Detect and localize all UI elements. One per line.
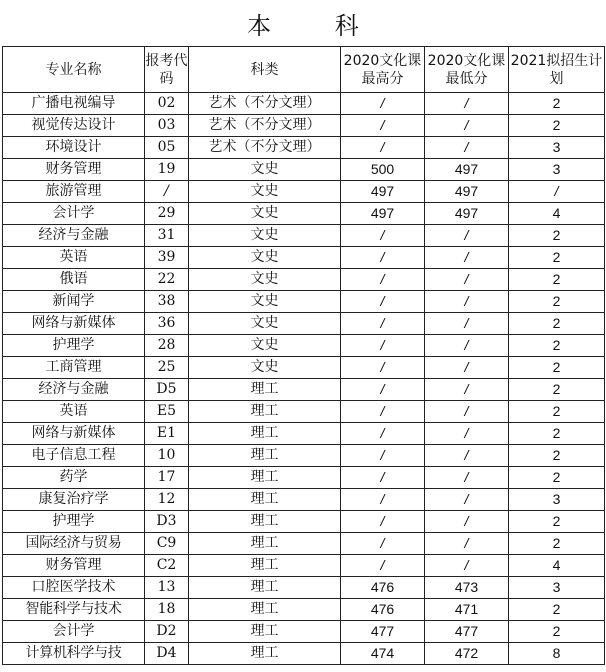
cell-max-score: 497 [341, 181, 425, 203]
table-row [3, 511, 605, 533]
cell-max-score: / [341, 225, 425, 247]
cell-min-score: / [425, 423, 509, 445]
cell-code: D4 [145, 643, 189, 665]
cell-major: 视觉传达设计 [3, 115, 145, 137]
cell-code: 31 [145, 225, 189, 247]
cell-major: 经济与金融 [3, 225, 145, 247]
cell-category: 理工 [189, 621, 341, 643]
cell-plan: 2 [509, 115, 605, 137]
table-row [3, 225, 605, 247]
cell-category: 理工 [189, 401, 341, 423]
table-row [3, 115, 605, 137]
cell-category: 理工 [189, 489, 341, 511]
table-row [3, 533, 605, 555]
cell-plan: 2 [509, 599, 605, 621]
cell-min-score: / [425, 555, 509, 577]
cell-plan: / [509, 181, 605, 203]
cell-code: 25 [145, 357, 189, 379]
cell-plan: 2 [509, 467, 605, 489]
cell-code: E1 [145, 423, 189, 445]
cell-category: 理工 [189, 511, 341, 533]
cell-max-score: / [341, 115, 425, 137]
cell-max-score: / [341, 93, 425, 115]
table-row [3, 335, 605, 357]
cell-max-score: / [341, 137, 425, 159]
cell-category: 文史 [189, 225, 341, 247]
cell-category: 文史 [189, 269, 341, 291]
cell-code: C2 [145, 555, 189, 577]
cell-min-score: / [425, 269, 509, 291]
cell-min-score: 473 [425, 577, 509, 599]
cell-code: 02 [145, 93, 189, 115]
header-max-score: 2020文化课最高分 [341, 47, 425, 93]
cell-min-score: / [425, 489, 509, 511]
cell-code: D2 [145, 621, 189, 643]
cell-plan: 2 [509, 379, 605, 401]
cell-major: 护理学 [3, 335, 145, 357]
cell-min-score: 497 [425, 159, 509, 181]
cell-max-score: 497 [341, 203, 425, 225]
cell-plan: 2 [509, 445, 605, 467]
cell-code: 18 [145, 599, 189, 621]
cell-major: 网络与新媒体 [3, 313, 145, 335]
table-row [3, 643, 605, 665]
cell-plan: 2 [509, 247, 605, 269]
cell-max-score: / [341, 313, 425, 335]
cell-plan: 4 [509, 555, 605, 577]
table-row [3, 247, 605, 269]
cell-min-score: 497 [425, 181, 509, 203]
cell-major: 工商管理 [3, 357, 145, 379]
header-major: 专业名称 [3, 47, 145, 93]
cell-major: 药学 [3, 467, 145, 489]
cell-min-score: / [425, 445, 509, 467]
cell-code: 19 [145, 159, 189, 181]
cell-code: 13 [145, 577, 189, 599]
table-row [3, 489, 605, 511]
table-row [3, 379, 605, 401]
table-row [3, 401, 605, 423]
cell-major: 俄语 [3, 269, 145, 291]
header-plan: 2021拟招生计划 [509, 47, 605, 93]
cell-plan: 3 [509, 577, 605, 599]
cell-min-score: 471 [425, 599, 509, 621]
cell-code: 22 [145, 269, 189, 291]
cell-plan: 2 [509, 621, 605, 643]
cell-plan: 2 [509, 533, 605, 555]
cell-max-score: / [341, 247, 425, 269]
cell-plan: 2 [509, 335, 605, 357]
cell-min-score: / [425, 247, 509, 269]
cell-max-score: / [341, 357, 425, 379]
table-row [3, 599, 605, 621]
table-row [3, 577, 605, 599]
cell-min-score: / [425, 313, 509, 335]
cell-category: 文史 [189, 181, 341, 203]
cell-max-score: / [341, 401, 425, 423]
cell-major: 会计学 [3, 621, 145, 643]
cell-major: 会计学 [3, 203, 145, 225]
cell-min-score: / [425, 357, 509, 379]
cell-major: 口腔医学技术 [3, 577, 145, 599]
cell-max-score: / [341, 335, 425, 357]
cell-code: D5 [145, 379, 189, 401]
cell-max-score: / [341, 467, 425, 489]
table-row [3, 555, 605, 577]
cell-major: 财务管理 [3, 159, 145, 181]
table-row [3, 137, 605, 159]
cell-category: 艺术（不分文理） [189, 93, 341, 115]
cell-category: 理工 [189, 445, 341, 467]
cell-category: 理工 [189, 533, 341, 555]
cell-plan: 3 [509, 159, 605, 181]
admission-table [2, 46, 605, 665]
table-row [3, 269, 605, 291]
table-row [3, 291, 605, 313]
cell-code: 39 [145, 247, 189, 269]
cell-plan: 2 [509, 423, 605, 445]
table-row [3, 621, 605, 643]
cell-min-score: / [425, 137, 509, 159]
header-code: 报考代码 [145, 47, 189, 93]
cell-category: 艺术（不分文理） [189, 115, 341, 137]
cell-major: 护理学 [3, 511, 145, 533]
table-row [3, 445, 605, 467]
cell-major: 国际经济与贸易 [3, 533, 145, 555]
cell-plan: 4 [509, 203, 605, 225]
table-row [3, 93, 605, 115]
cell-min-score: 477 [425, 621, 509, 643]
cell-max-score: 474 [341, 643, 425, 665]
table-row [3, 159, 605, 181]
cell-code: 12 [145, 489, 189, 511]
cell-max-score: / [341, 423, 425, 445]
cell-category: 文史 [189, 203, 341, 225]
cell-major: 旅游管理 [3, 181, 145, 203]
cell-code: 10 [145, 445, 189, 467]
cell-category: 理工 [189, 555, 341, 577]
table-row [3, 423, 605, 445]
cell-plan: 2 [509, 313, 605, 335]
header-category: 科类 [189, 47, 341, 93]
cell-category: 文史 [189, 291, 341, 313]
cell-major: 网络与新媒体 [3, 423, 145, 445]
cell-major: 英语 [3, 401, 145, 423]
cell-category: 理工 [189, 379, 341, 401]
table-row [3, 357, 605, 379]
cell-category: 文史 [189, 247, 341, 269]
cell-plan: 2 [509, 225, 605, 247]
cell-major: 电子信息工程 [3, 445, 145, 467]
cell-min-score: / [425, 93, 509, 115]
cell-code: 03 [145, 115, 189, 137]
cell-min-score: / [425, 335, 509, 357]
cell-code: 29 [145, 203, 189, 225]
cell-code: D3 [145, 511, 189, 533]
cell-max-score: 500 [341, 159, 425, 181]
cell-max-score: / [341, 555, 425, 577]
cell-category: 文史 [189, 159, 341, 181]
cell-plan: 2 [509, 511, 605, 533]
cell-major: 智能科学与技术 [3, 599, 145, 621]
cell-min-score: / [425, 291, 509, 313]
cell-plan: 2 [509, 269, 605, 291]
table-body [3, 93, 605, 665]
cell-max-score: / [341, 269, 425, 291]
cell-category: 文史 [189, 313, 341, 335]
cell-min-score: / [425, 467, 509, 489]
cell-major: 财务管理 [3, 555, 145, 577]
cell-code: E5 [145, 401, 189, 423]
cell-max-score: / [341, 445, 425, 467]
cell-max-score: / [341, 511, 425, 533]
cell-category: 理工 [189, 643, 341, 665]
cell-min-score: / [425, 533, 509, 555]
cell-min-score: / [425, 511, 509, 533]
cell-min-score: / [425, 115, 509, 137]
cell-max-score: 476 [341, 577, 425, 599]
cell-max-score: / [341, 533, 425, 555]
cell-min-score: / [425, 401, 509, 423]
table-row [3, 181, 605, 203]
cell-code: 28 [145, 335, 189, 357]
cell-max-score: / [341, 379, 425, 401]
cell-code: 36 [145, 313, 189, 335]
cell-code: 38 [145, 291, 189, 313]
cell-code: C9 [145, 533, 189, 555]
cell-major: 计算机科学与技 [3, 643, 145, 665]
cell-plan: 2 [509, 291, 605, 313]
table-row [3, 313, 605, 335]
cell-category: 文史 [189, 335, 341, 357]
cell-plan: 2 [509, 93, 605, 115]
cell-category: 文史 [189, 357, 341, 379]
cell-category: 理工 [189, 467, 341, 489]
header-row [3, 47, 605, 93]
cell-category: 艺术（不分文理） [189, 137, 341, 159]
cell-max-score: 477 [341, 621, 425, 643]
cell-category: 理工 [189, 423, 341, 445]
cell-category: 理工 [189, 577, 341, 599]
cell-major: 新闻学 [3, 291, 145, 313]
cell-plan: 8 [509, 643, 605, 665]
cell-plan: 3 [509, 137, 605, 159]
cell-code: / [145, 181, 189, 203]
cell-plan: 3 [509, 489, 605, 511]
cell-max-score: / [341, 489, 425, 511]
table-row [3, 203, 605, 225]
table-row [3, 467, 605, 489]
cell-major: 经济与金融 [3, 379, 145, 401]
cell-code: 17 [145, 467, 189, 489]
cell-max-score: 476 [341, 599, 425, 621]
cell-plan: 2 [509, 401, 605, 423]
cell-major: 英语 [3, 247, 145, 269]
cell-min-score: 497 [425, 203, 509, 225]
cell-major: 康复治疗学 [3, 489, 145, 511]
header-min-score: 2020文化课最低分 [425, 47, 509, 93]
page-title: 本 科 [247, 11, 387, 40]
cell-plan: 2 [509, 357, 605, 379]
cell-max-score: / [341, 291, 425, 313]
cell-category: 理工 [189, 599, 341, 621]
cell-major: 环境设计 [3, 137, 145, 159]
cell-code: 05 [145, 137, 189, 159]
cell-min-score: 472 [425, 643, 509, 665]
cell-min-score: / [425, 379, 509, 401]
cell-min-score: / [425, 225, 509, 247]
cell-major: 广播电视编导 [3, 93, 145, 115]
